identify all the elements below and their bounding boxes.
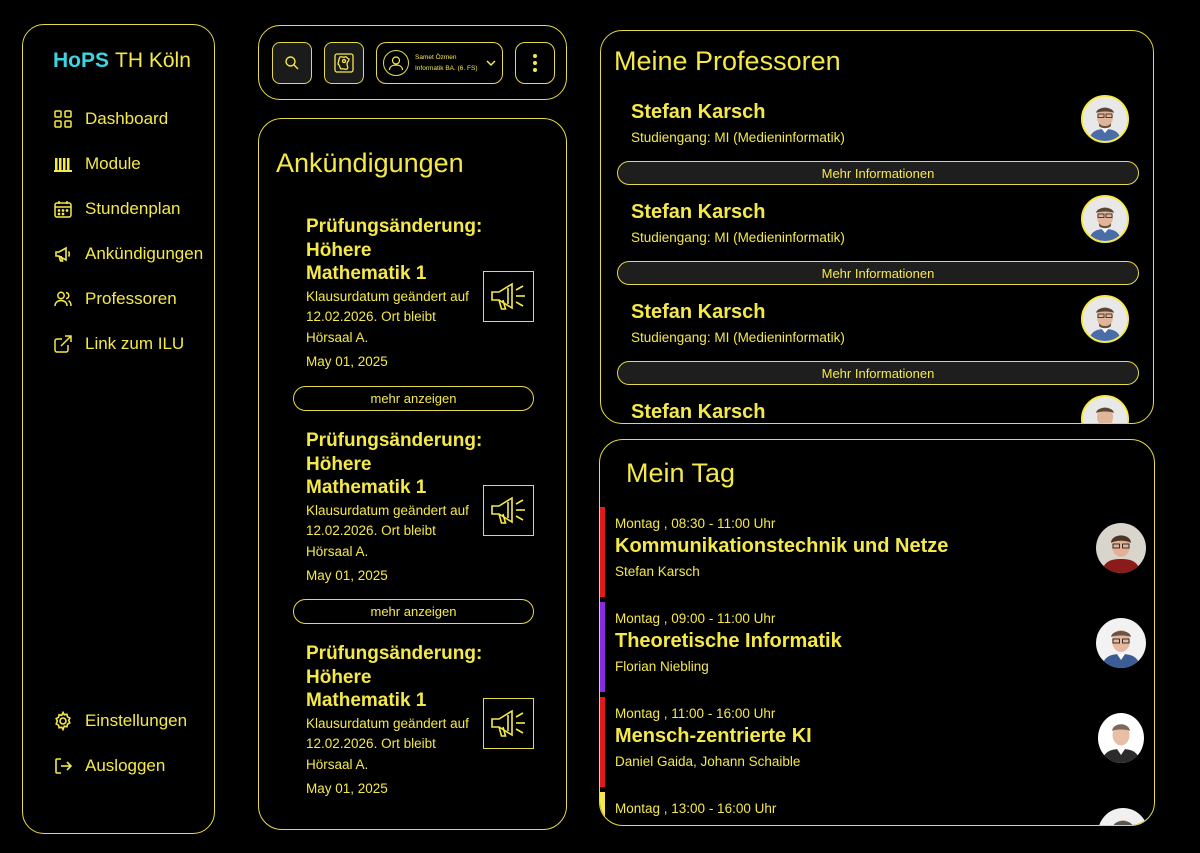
books-icon <box>53 154 73 174</box>
announcement-desc: Klausurdatum geändert auf 12.02.2026. Ort bleibt Hörsaal A. <box>306 288 469 345</box>
logout-icon <box>53 756 73 776</box>
professor-name: Stefan Karsch <box>631 201 766 223</box>
schedule-color-bar <box>600 792 605 826</box>
professor-photo <box>1098 713 1144 763</box>
professor-photo <box>1098 808 1148 826</box>
search-button[interactable] <box>272 42 312 84</box>
sidebar-item-label: Einstellungen <box>85 711 188 730</box>
professor-photo <box>1081 295 1129 343</box>
announcement-card <box>306 642 546 796</box>
sidebar-item-label: Stundenplan <box>85 199 181 218</box>
megaphone-icon <box>489 493 529 529</box>
sidebar-item-einstellungen[interactable] <box>53 711 187 731</box>
more-button[interactable]: mehr anzeigen <box>293 386 534 411</box>
schedule-item[interactable] <box>600 792 1154 826</box>
brand-logo[interactable] <box>53 49 191 73</box>
announcement-date: May 01, 2025 <box>306 354 388 369</box>
announcement-title: Prüfungsänderung: Höhere Mathematik 1 <box>306 643 483 711</box>
more-info-button[interactable]: Mehr Informationen <box>617 361 1139 385</box>
announcements-panel <box>258 118 567 830</box>
professor-card <box>601 301 1153 401</box>
announcement-date: May 01, 2025 <box>306 568 388 583</box>
announcement-title: Prüfungsänderung: Höhere Mathematik 1 <box>306 216 483 284</box>
professor-photo <box>1096 523 1146 573</box>
megaphone-icon <box>489 279 529 315</box>
map-button[interactable] <box>324 42 364 84</box>
megaphone-icon <box>53 244 73 264</box>
announcement-icon-box <box>483 485 534 536</box>
schedule-color-bar <box>600 507 605 597</box>
announcements-title: Ankündigungen <box>276 148 464 178</box>
kebab-menu-icon <box>532 53 538 73</box>
sidebar-item-dashboard[interactable] <box>53 109 168 129</box>
schedule-color-bar <box>600 602 605 692</box>
professor-photo <box>1096 618 1146 668</box>
brand-th: TH Köln <box>115 49 191 72</box>
schedule-color-bar <box>600 697 605 787</box>
announcement-icon-box <box>483 271 534 322</box>
schedule-professor: Daniel Gaida, Johann Schaible <box>615 754 801 769</box>
schedule-time: Montag , 09:00 - 11:00 Uhr <box>615 611 776 626</box>
professor-course: Studiengang: MI (Medieninformatik) <box>631 230 845 245</box>
sidebar-item-label: Dashboard <box>85 109 169 128</box>
professor-course: Studiengang: MI (Medieninformatik) <box>631 130 845 145</box>
professor-course: Studiengang: MI (Medieninformatik) <box>631 330 845 345</box>
avatar <box>383 50 409 76</box>
schedule-time: Montag , 13:00 - 16:00 Uhr <box>615 801 777 816</box>
schedule-title: Mensch-zentrierte KI <box>615 725 812 747</box>
schedule-professor: Stefan Karsch <box>615 564 700 579</box>
user-info <box>415 52 478 74</box>
my-day-panel <box>599 439 1155 826</box>
gear-icon <box>53 711 73 731</box>
professor-name: Stefan Karsch <box>631 101 766 123</box>
top-bar <box>258 25 567 100</box>
my-day-title: Mein Tag <box>626 458 736 488</box>
user-name: Samet Özmen <box>415 54 457 61</box>
announcement-desc: Klausurdatum geändert auf 12.02.2026. Ort bleibt Hörsaal A. <box>306 715 469 772</box>
chevron-down-icon <box>484 56 498 70</box>
announcement-card <box>306 429 546 583</box>
professor-photo <box>1081 195 1129 243</box>
user-select[interactable] <box>376 42 503 84</box>
brand-hops: HoPS <box>53 49 110 72</box>
users-icon <box>53 289 73 309</box>
sidebar-item-ausloggen[interactable] <box>53 756 165 776</box>
schedule-title: Kommunikationstechnik und Netze <box>615 535 949 557</box>
professors-title: Meine Professoren <box>614 46 841 76</box>
announcement-date: May 01, 2025 <box>306 781 388 796</box>
more-button[interactable]: mehr anzeigen <box>293 599 534 624</box>
user-icon <box>387 54 405 72</box>
schedule-item[interactable] <box>600 507 1154 602</box>
schedule-item[interactable] <box>600 602 1154 697</box>
sidebar-item-label: Ankündigungen <box>85 244 204 263</box>
announcement-title: Prüfungsänderung: Höhere Mathematik 1 <box>306 430 483 498</box>
schedule-professor: Florian Niebling <box>615 659 709 674</box>
professor-photo <box>1081 95 1129 143</box>
search-icon <box>284 55 300 71</box>
sidebar-item-stundenplan[interactable] <box>53 199 180 219</box>
sidebar-item-professoren[interactable] <box>53 289 177 309</box>
more-options-button[interactable] <box>515 42 555 84</box>
megaphone-icon <box>489 706 529 742</box>
user-program: Informatik BA. (6. FS) <box>415 65 478 72</box>
schedule-time: Montag , 11:00 - 16:00 Uhr <box>615 706 776 721</box>
map-icon <box>332 51 356 75</box>
announcement-icon-box <box>483 698 534 749</box>
more-info-button[interactable]: Mehr Informationen <box>617 161 1139 185</box>
more-info-button[interactable]: Mehr Informationen <box>617 261 1139 285</box>
sidebar-item-label: Ausloggen <box>85 756 166 775</box>
external-link-icon <box>53 334 73 354</box>
schedule-item[interactable] <box>600 697 1154 792</box>
sidebar <box>22 24 215 834</box>
announcement-card <box>306 215 546 369</box>
professor-name: Stefan Karsch <box>631 401 766 423</box>
calendar-icon <box>53 199 73 219</box>
sidebar-item-module[interactable] <box>53 154 141 174</box>
sidebar-item-label: Module <box>85 154 141 173</box>
professor-card <box>601 401 1153 424</box>
sidebar-item-link-ilu[interactable] <box>53 334 184 354</box>
schedule-title: Theoretische Informatik <box>615 630 842 652</box>
sidebar-item-label: Link zum ILU <box>85 334 185 353</box>
professor-card <box>601 101 1153 201</box>
professor-card <box>601 201 1153 301</box>
announcement-desc: Klausurdatum geändert auf 12.02.2026. Ort bleibt Hörsaal A. <box>306 502 469 559</box>
professor-name: Stefan Karsch <box>631 301 766 323</box>
sidebar-item-ankuendigungen[interactable] <box>53 244 203 264</box>
professors-panel <box>600 30 1154 424</box>
grid-icon <box>53 109 73 129</box>
sidebar-item-label: Professoren <box>85 289 177 308</box>
schedule-time: Montag , 08:30 - 11:00 Uhr <box>615 516 776 531</box>
